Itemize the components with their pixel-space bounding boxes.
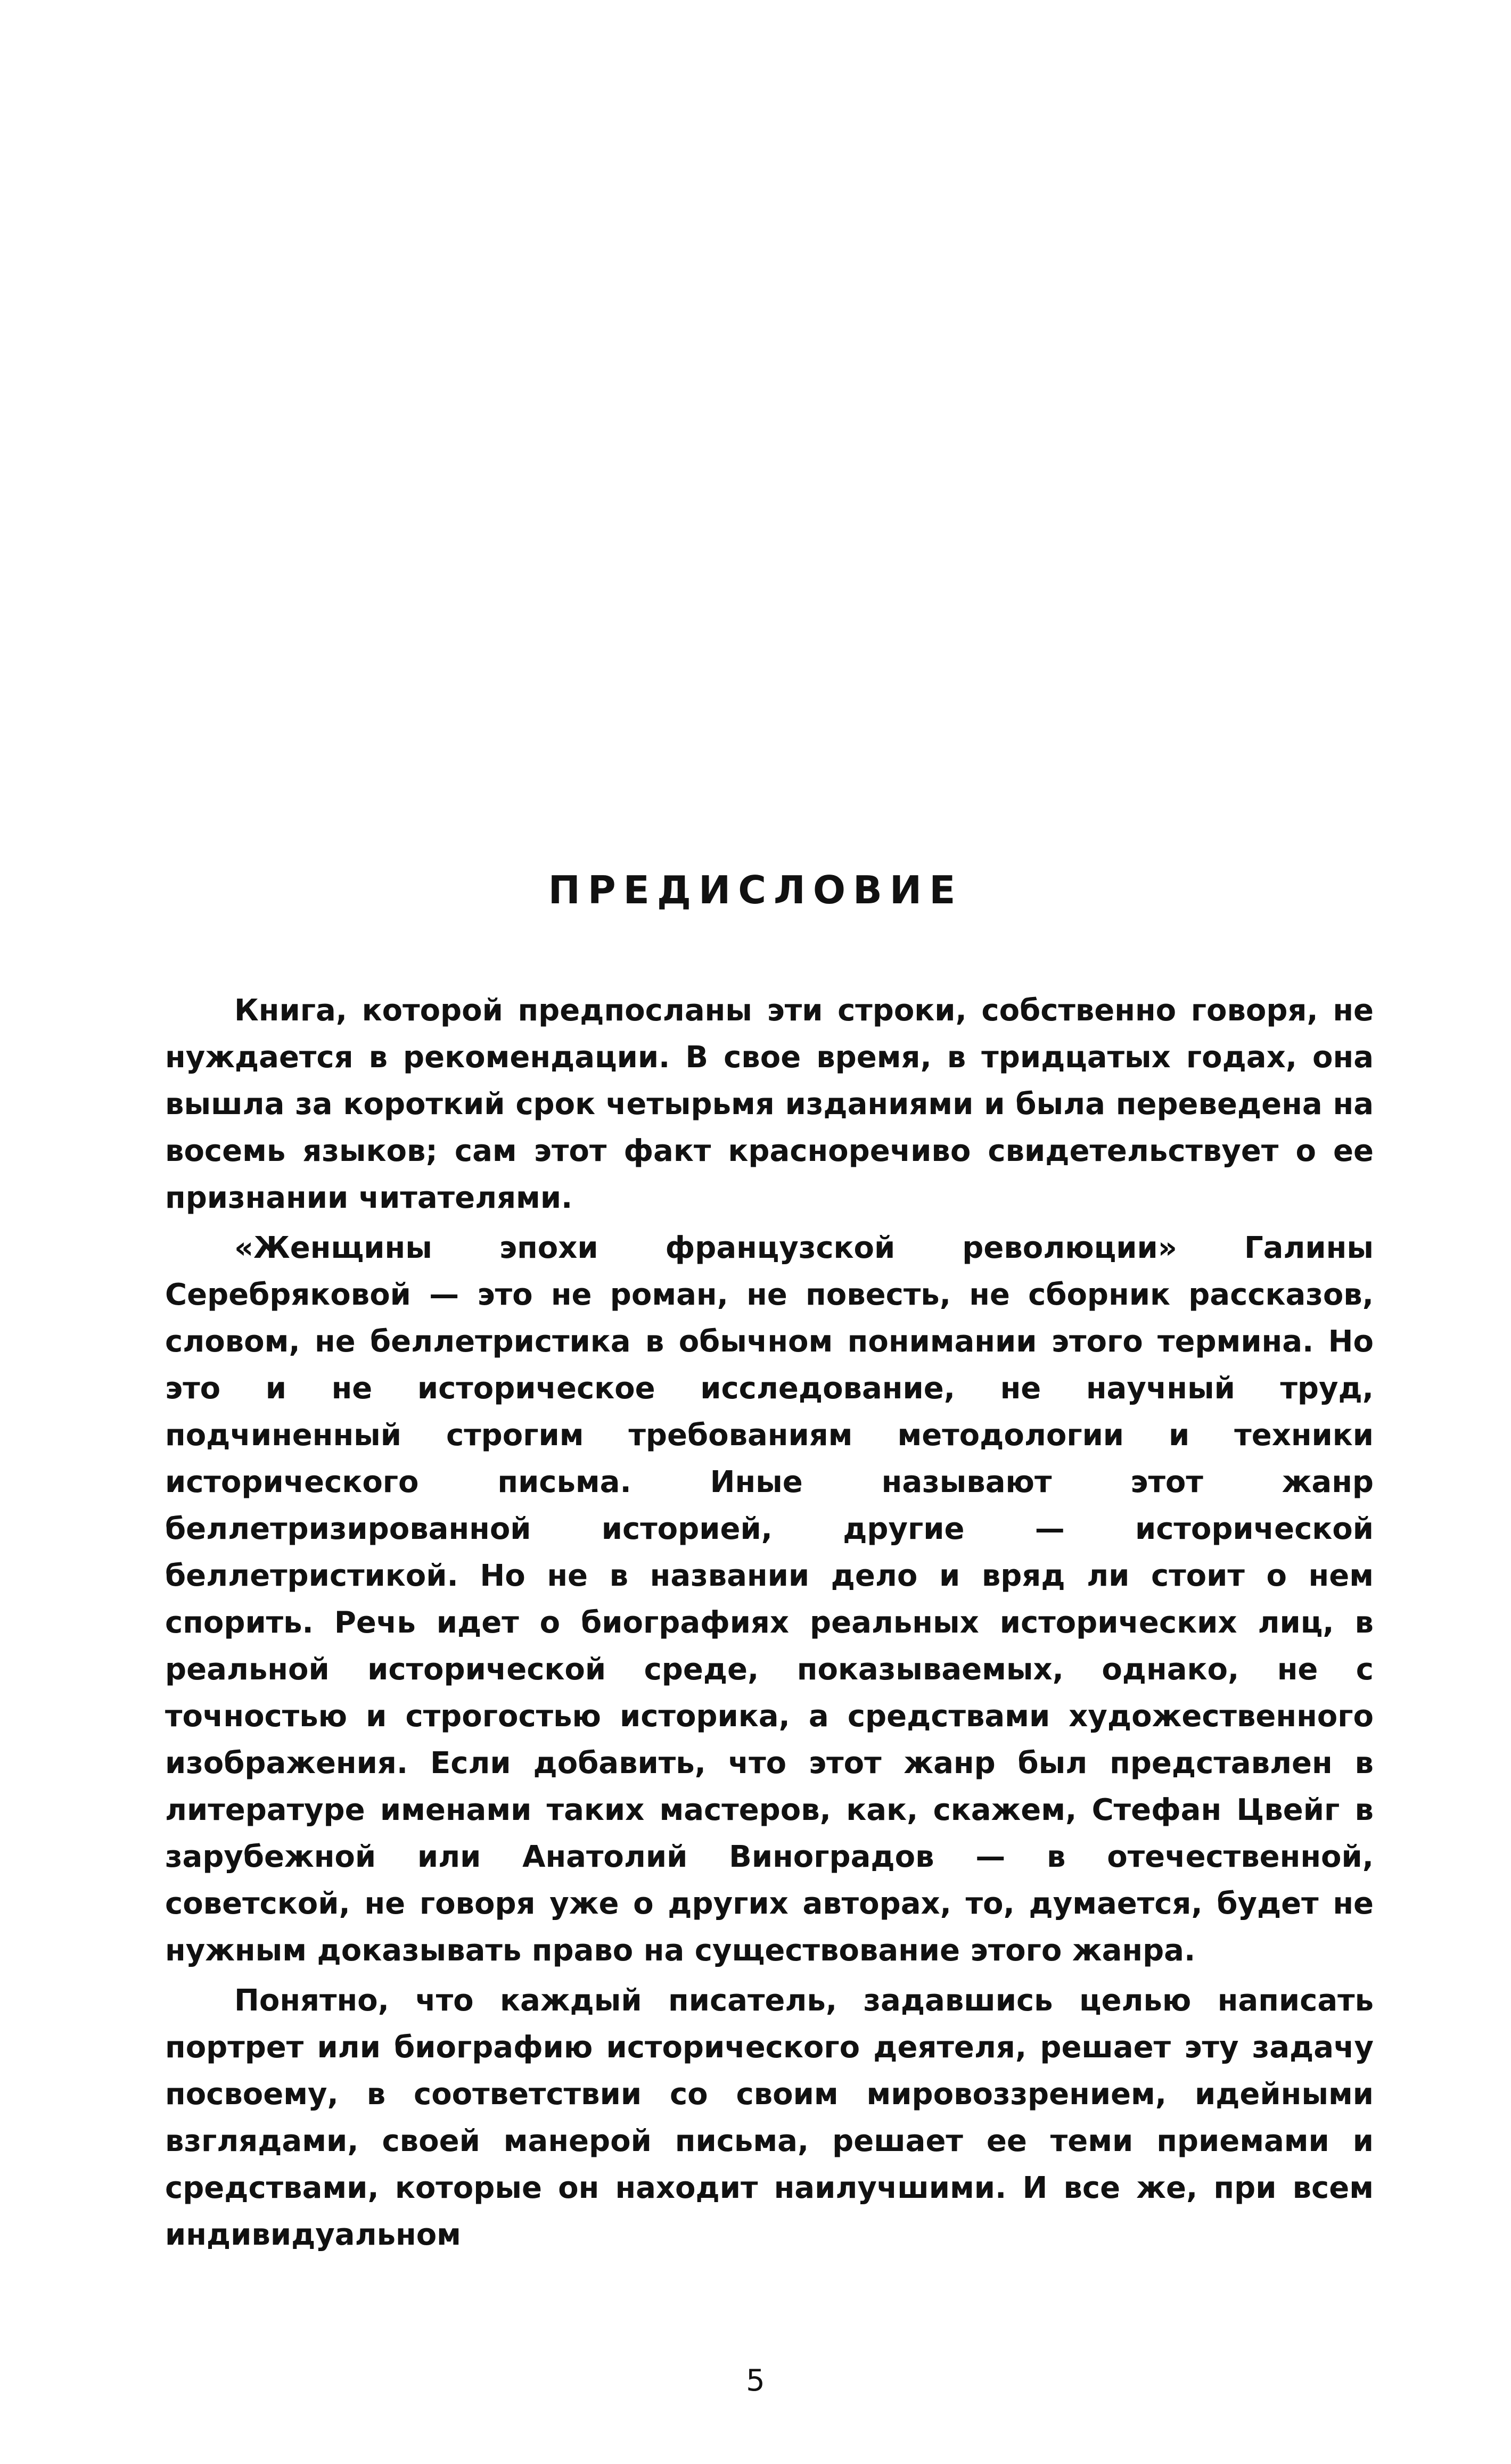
page-title: ПРЕДИСЛОВИЕ (548, 868, 963, 912)
paragraph-3: Понятно, что каждый писатель, задавшись целью написать портрет или биографию исторического деятеля, решает эту задачу посвоему, в соответствии со своим мировоззрением, идейными взглядами, своей манерой письма, решает ее теми приемами и средствами, которые он находит наилучшими. И все же, при всем индивидуальном (165, 1983, 1374, 2252)
body-text (165, 987, 1374, 2262)
paragraph-1: Книга, которой предпосланы эти строки, собственно говоря, не нуждается в рекомендации. В свое время, в тридцатых годах, она вышла за короткий срок четырьмя изданиями и была переведена на восемь языков; сам этот факт красноречиво свидетельствует о ее признании читателями. (165, 993, 1374, 1215)
page-number: 5 (746, 2363, 765, 2398)
paragraph-2: «Женщины эпохи французской революции» Галины Серебряковой — это не роман, не повесть, не сборник рассказов, словом, не беллетристика в обычном понимании этого термина. Но это и не историческое исследование, не научный труд, подчиненный строгим требованиям методологии и техники исторического письма. Иные называют этот жанр беллетризированной историей, другие — исторической беллетристикой. Но не в названии дело и вряд ли стоит о нем спорить. Речь идет о биографиях реальных исторических лиц, в реальной исторической среде, показываемых, однако, не с точностью и строгостью историка, а средствами художественного изображения. Если добавить, что этот жанр был представлен в литературе именами таких мастеров, как, скажем, Стефан Цвейг в зарубежной или Анатолий Виноградов — в отечественной, советской, не говоря уже о других авторах, то, думается, будет не нужным доказывать право на существование этого жанра. (165, 1231, 1374, 1968)
